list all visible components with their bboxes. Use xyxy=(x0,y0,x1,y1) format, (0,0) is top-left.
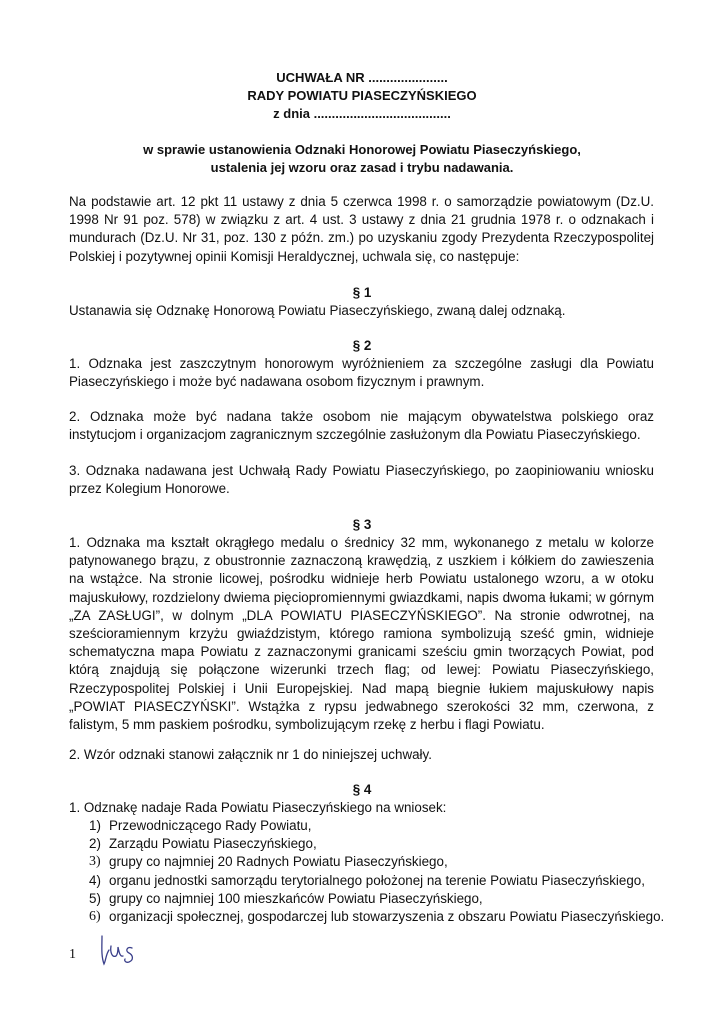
signature-initials xyxy=(96,930,142,970)
council-name: RADY POWIATU PIASECZYŃSKIEGO xyxy=(247,88,477,103)
list-item: 6) organizacji społecznej, gospodarczej lub stowarzyszenia z obszaru Powiatu Piaseczyńskiego. xyxy=(89,909,665,925)
section-4-intro: 1. Odznakę nadaje Rada Powiatu Piaseczyńskiego na wniosek: xyxy=(69,800,447,815)
legal-basis-paragraph: Na podstawie art. 12 pkt 11 ustawy z dnia 5 czerwca 1998 r. o samorządzie powiatowym (Dz.U. 1998 Nr 91 poz. 578) w związku z art. 4 ust. 3 ustawy z dnia 21 grudnia 1978 r. o odznakach i mundurach (Dz.U. Nr 31, poz. 130 z późn. zm.) po uzyskaniu zgody Prezydenta Rzeczypospolitej Polskiej i pozytywnej opinii Komisji Heraldycznej, uchwala się, co następuje: xyxy=(69,194,654,264)
subject-line-1: w sprawie ustanowienia Odznaki Honorowej Powiatu Piaseczyńskiego, xyxy=(143,142,581,157)
list-item: 3) grupy co najmniej 20 Radnych Powiatu Piaseczyńskiego, xyxy=(89,854,448,870)
subject-line-2: ustalenia jej wzoru oraz zasad i trybu nadawania. xyxy=(210,160,514,175)
section-4-heading: § 4 xyxy=(352,782,372,797)
list-item: 1) Przewodniczącego Rady Powiatu, xyxy=(89,818,312,833)
section-2-paragraph-1: 1. Odznaka jest zaszczytnym honorowym wyróżnieniem za szczególne zasługi dla Powiatu Piaseczyńskiego i może być nadawana osobom fizycznym i prawnym. xyxy=(69,356,654,390)
list-item: 5) grupy co najmniej 100 mieszkańców Powiatu Piaseczyńskiego, xyxy=(89,890,483,906)
section-2-heading: § 2 xyxy=(352,338,372,353)
page-number: 1 xyxy=(69,947,76,962)
section-1-heading: § 1 xyxy=(352,285,372,300)
section-3-paragraph-1: 1. Odznaka ma kształt okrągłego medalu o średnicy 32 mm, wykonanego z metalu w kolorze patynowanego brązu, z obustronnie zaznaczoną krawędzią, z uszkiem i kółkiem do zawieszenia na wstążce. Na stronie licowej, pośrodku widnieje herb Powiatu ustalonego wzoru, a w otoku majuskułowy, rozdzielony dwiema pięciopromiennymi gwiazdkami, napis dwoma łukami; w górnym „ZA ZASŁUGI”, w dolnym „DLA POWIATU PIASECZYŃSKIEGO”. Na stronie odwrotnej, na sześcioramiennym krzyżu gwiaździstym, którego ramiona symbolizują sześć gmin, widnieje schematyczna mapa Powiatu z zaznaczonymi granicami sześciu gmin tworzących Powiat, pod którą znajdują się połączone wizerunki trzech flag; od lewej: Powiatu Piaseczyńskiego, Rzeczypospolitej Polskiej i Unii Europejskiej. Nad mapą biegnie łukiem majuskułowy napis „POWIAT PIASECZYŃSKI”. Wstążka z rypsu jedwabnego szerokości 32 mm, czerwona, z falistym, 5 mm paskiem pośrodku, symbolizującym rzekę z herbu i flagi Powiatu. xyxy=(69,535,654,733)
section-3-heading: § 3 xyxy=(352,517,372,532)
list-item: 2) Zarządu Powiatu Piaseczyńskiego, xyxy=(89,836,317,852)
list-item: 4) organu jednostki samorządu terytorialnego położonej na terenie Powiatu Piaseczyńskiego, xyxy=(89,872,645,888)
resolution-number: UCHWAŁA NR ...................... xyxy=(276,70,448,85)
resolution-date: z dnia ...................................... xyxy=(273,106,451,121)
section-2-paragraph-3: 3. Odznaka nadawana jest Uchwałą Rady Powiatu Piaseczyńskiego, po zaopiniowaniu wniosku przez Kolegium Honorowe. xyxy=(69,463,654,497)
section-2-paragraph-2: 2. Odznaka może być nadana także osobom nie mającym obywatelstwa polskiego oraz instytucjom i organizacjom zagranicznym szczególnie zasłużonym dla Powiatu Piaseczyńskiego. xyxy=(69,409,654,443)
section-3-paragraph-2: 2. Wzór odznaki stanowi załącznik nr 1 do niniejszej uchwały. xyxy=(69,747,432,762)
applicant-list xyxy=(69,817,669,926)
section-1-text: Ustanawia się Odznakę Honorową Powiatu Piaseczyńskiego, zwaną dalej odznaką. xyxy=(69,303,566,318)
